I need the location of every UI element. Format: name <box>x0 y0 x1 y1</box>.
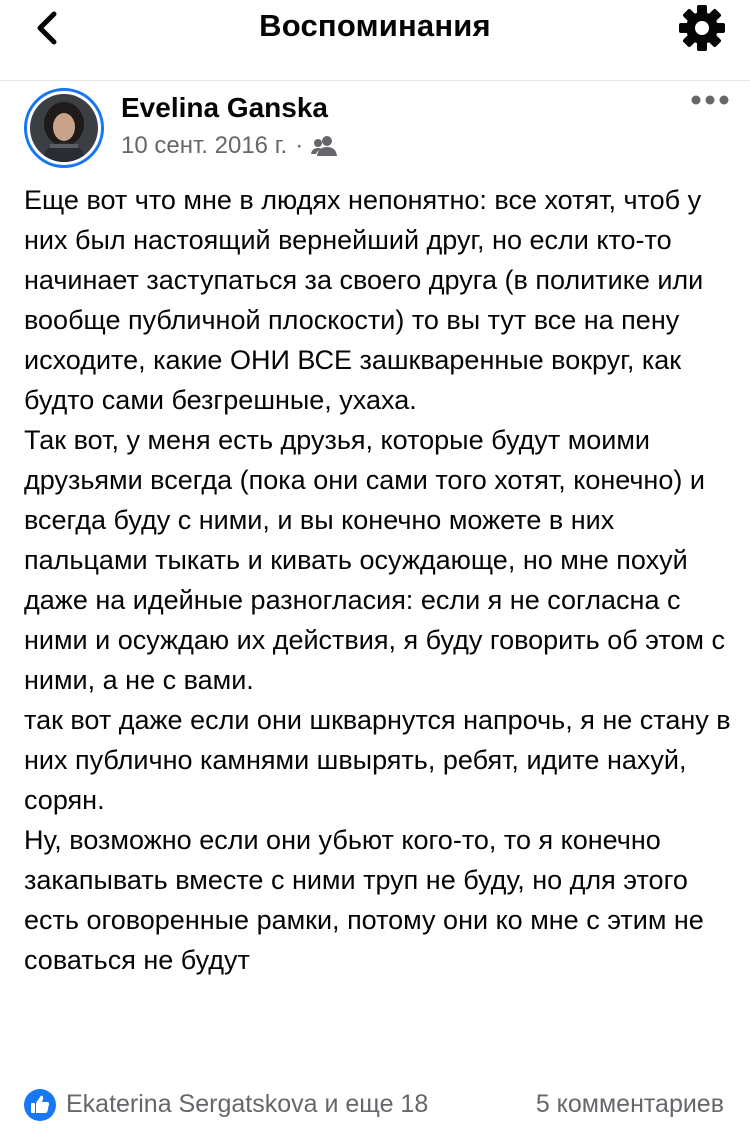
post-paragraph: Ну, возможно если они убьют кого-то, то я конечно закапывать вместе с ними труп не буду, но для этого есть оговоренные рамки, потому они ко мне с этим не соваться не будут <box>24 825 704 975</box>
post-paragraph: Еще вот что мне в людях непонятно: все хотят, чтоб у них был настоящий вернейший друг, но если кто-то начинает заступаться за своего друга (в политике или вообще публичной плоскости) то вы тут все на пену исходите, какие ОНИ ВСЕ зашкваренные вокруг, как будто сами безгрешные, ухаха. <box>24 185 704 415</box>
page-title: Воспоминания <box>259 8 491 43</box>
post-date[interactable]: 10 сент. 2016 г. <box>121 132 288 159</box>
author-name[interactable]: Evelina Ganska <box>121 92 329 123</box>
avatar[interactable] <box>24 88 104 168</box>
like-icon[interactable] <box>24 1089 56 1121</box>
gear-icon[interactable] <box>676 2 728 54</box>
post-body <box>24 180 739 980</box>
post-paragraph: Так вот, у меня есть друзья, которые будут моими друзьями всегда (пока они сами того хотят, конечно) и всегда буду с ними, и вы конечно можете в них пальцами тыкать и кивать осуждающе, но мне похуй даже на идейные разногласия: если я не согласна с ними и осуждаю их действия, я буду говорить об этом с ними, а не с вами. <box>24 425 725 695</box>
post-footer <box>0 1085 750 1125</box>
top-bar <box>0 0 750 81</box>
friends-icon <box>311 135 337 157</box>
reactions-summary[interactable]: Ekaterina Sergatskova и еще 18 <box>66 1090 429 1118</box>
post-meta <box>121 132 337 160</box>
more-options-icon[interactable] <box>690 94 730 106</box>
meta-separator: · <box>295 132 304 159</box>
post-paragraph: так вот даже если они шкварнутся напрочь, я не стану в них публично камнями швырять, ребят, идите нахуй, сорян. <box>24 705 731 815</box>
profile-photo <box>30 94 98 162</box>
post-header <box>0 80 750 170</box>
comments-count[interactable]: 5 комментариев <box>535 1090 724 1118</box>
